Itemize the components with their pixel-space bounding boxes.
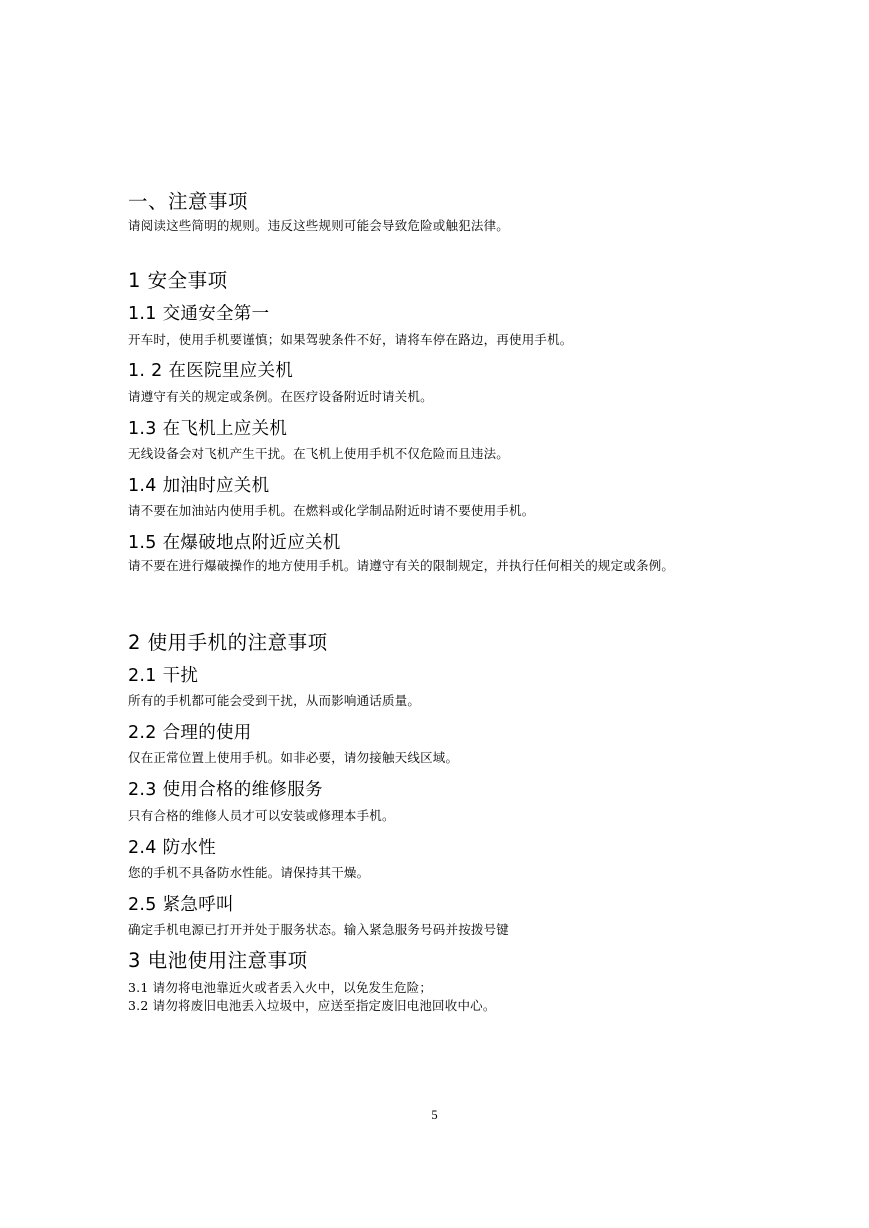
section-heading-battery: 3 电池使用注意事项 [128, 949, 308, 972]
item-heading: 1. 2 在医院里应关机 [128, 361, 294, 381]
item-text: 所有的手机都可能会受到干扰，从而影响通话质量。 [128, 693, 421, 708]
item-text: 请遵守有关的规定或条例。在医疗设备附近时请关机。 [128, 389, 433, 404]
section-heading-safety: 1 安全事项 [128, 269, 228, 292]
item-heading: 2.3 使用合格的维修服务 [128, 780, 323, 800]
notice-intro: 请阅读这些简明的规则。违反这些规则可能会导致危险或触犯法律。 [128, 218, 510, 233]
item-heading: 2.1 干扰 [128, 666, 199, 686]
item-text: 请不要在加油站内使用手机。在燃料或化学制品附近时请不要使用手机。 [128, 503, 535, 518]
item-text: 您的手机不具备防水性能。请保持其干燥。 [128, 865, 370, 880]
section-heading-notice: 一、注意事项 [128, 190, 249, 213]
item-text: 确定手机电源已打开并处于服务状态。输入紧急服务号码并按拨号键 [128, 922, 510, 937]
section-heading-usage: 2 使用手机的注意事项 [128, 631, 328, 654]
list-item: 3.2 请勿将废旧电池丢入垃圾中，应送至指定废旧电池回收中心。 [128, 998, 496, 1013]
item-text: 无线设备会对飞机产生干扰。在飞机上使用手机不仅危险而且违法。 [128, 446, 510, 461]
item-text: 只有合格的维修人员才可以安装或修理本手机。 [128, 808, 395, 823]
item-text: 请不要在进行爆破操作的地方使用手机。请遵守有关的限制规定，并执行任何相关的规定或条例。 [128, 558, 675, 573]
item-heading: 1.1 交通安全第一 [128, 304, 270, 324]
item-heading: 2.2 合理的使用 [128, 723, 252, 743]
item-heading: 1.4 加油时应关机 [128, 476, 270, 496]
item-heading: 1.3 在飞机上应关机 [128, 419, 288, 439]
item-heading: 2.5 紧急呼叫 [128, 895, 234, 915]
page-number: 5 [431, 1108, 438, 1122]
item-heading: 2.4 防水性 [128, 838, 216, 858]
item-text: 开车时，使用手机要谨慎；如果驾驶条件不好，请将车停在路边，再使用手机。 [128, 332, 573, 347]
item-heading: 1.5 在爆破地点附近应关机 [128, 533, 341, 553]
item-text: 仅在正常位置上使用手机。如非必要，请勿接触天线区域。 [128, 750, 459, 765]
list-item: 3.1 请勿将电池靠近火或者丢入火中，以免发生危险； [128, 980, 433, 995]
